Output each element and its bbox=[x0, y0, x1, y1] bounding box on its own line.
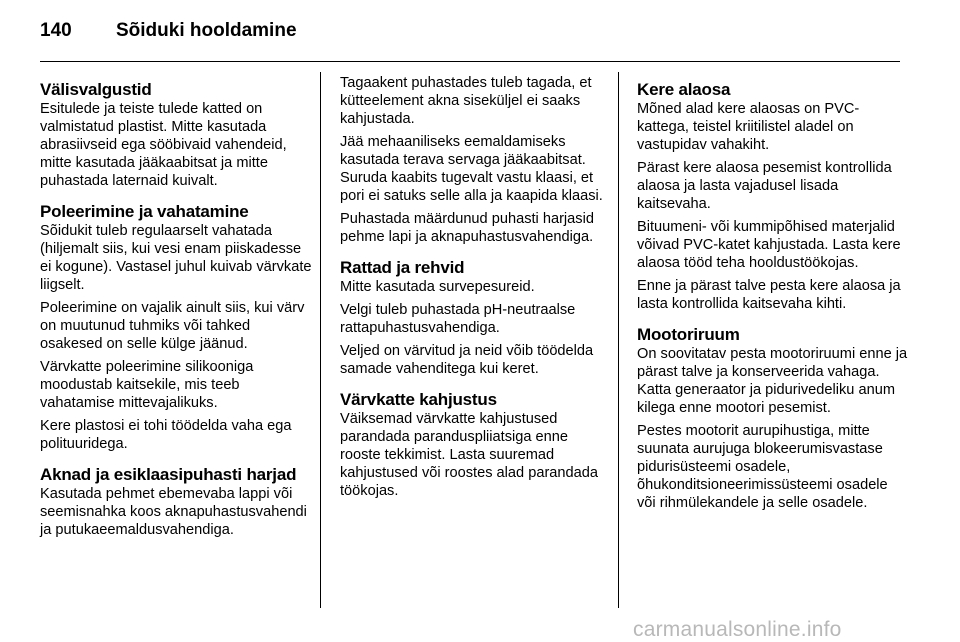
column-2 bbox=[340, 74, 612, 505]
section-exterior-lights bbox=[40, 80, 312, 190]
section-engine-compartment bbox=[637, 325, 909, 512]
section-wheels-tyres bbox=[340, 258, 612, 378]
section-paint-damage bbox=[340, 390, 612, 500]
section-underbody bbox=[637, 80, 909, 313]
paragraph: Tagaakent puhastades tuleb tagada, et kütteelement akna siseküljel ei saaks kahjustada. bbox=[340, 75, 592, 127]
paragraph: Enne ja pärast talve pesta kere alaosa ja lasta kontrollida kaitsevaha kihti. bbox=[637, 278, 901, 312]
paragraph: Puhastada määrdunud puhasti harjasid pehme lapi ja aknapuhastusvahendiga. bbox=[340, 211, 594, 245]
section-heading: Kere alaosa bbox=[637, 80, 731, 99]
section-heading: Aknad ja esiklaasipuhasti harjad bbox=[40, 465, 297, 484]
paragraph: Kere plastosi ei tohi töödelda vaha ega polituuridega. bbox=[40, 418, 292, 452]
column-divider-2 bbox=[618, 72, 619, 608]
watermark: carmanualsonline.info bbox=[633, 618, 842, 641]
paragraph: On soovitatav pesta mootoriruumi enne ja pärast talve ja konserveerida vahaga. Katta generaator ja pidurivedeliku anum kilega enne mootori pesemist. bbox=[637, 346, 908, 416]
section-polishing-waxing bbox=[40, 202, 312, 453]
paragraph: Kasutada pehmet ebemevaba lappi või seemisnahka koos aknapuhastusvahendi ja putukaeemaldusvahendiga. bbox=[40, 486, 307, 538]
page-title: Sõiduki hooldamine bbox=[116, 20, 297, 41]
section-heading: Rattad ja rehvid bbox=[340, 258, 465, 277]
paragraph: Pestes mootorit aurupihustiga, mitte suunata aurujuga blokeerumisvastase pidurisüsteemi osadele, õhukonditsioneerimissüsteemi osadele või rihmülekandele ja selle osadele. bbox=[637, 423, 888, 511]
paragraph: Veljed on värvitud ja neid võib töödelda samade vahenditega kui keret. bbox=[340, 343, 594, 377]
paragraph: Mitte kasutada survepesureid. bbox=[340, 279, 535, 295]
column-1 bbox=[40, 80, 312, 544]
paragraph: Mõned alad kere alaosas on PVC-kattega, teistel kriitilistel aladel on vastupidav vahakiht. bbox=[637, 101, 860, 153]
section-heading: Poleerimine ja vahatamine bbox=[40, 202, 249, 221]
column-divider-1 bbox=[320, 72, 321, 608]
section-heading: Mootoriruum bbox=[637, 325, 740, 344]
paragraph: Pärast kere alaosa pesemist kontrollida alaosa ja lasta vajadusel lisada kaitsevaha. bbox=[637, 160, 892, 212]
header-rule bbox=[40, 61, 900, 62]
paragraph: Väiksemad värvkatte kahjustused parandada paranduspliiatsiga enne rooste tekkimist. Lasta suuremad kahjustused või roostes alad parandada töökojas. bbox=[340, 411, 598, 499]
paragraph: Velgi tuleb puhastada pH-neutraalse rattapuhastusvahendiga. bbox=[340, 302, 576, 336]
paragraph: Värvkatte poleerimine silikooniga moodustab kaitsekile, mis teeb vahatamise mittevajalikuks. bbox=[40, 359, 254, 411]
section-windows-continued bbox=[340, 74, 612, 246]
column-3 bbox=[637, 80, 909, 517]
section-heading: Välisvalgustid bbox=[40, 80, 152, 99]
paragraph: Bituumeni- või kummipõhised materjalid võivad PVC-katet kahjustada. Lasta kere alaosa tööd teha hooldustöökojas. bbox=[637, 219, 901, 271]
paragraph: Esitulede ja teiste tulede katted on valmistatud plastist. Mitte kasutada abrasiivseid ega sööbivaid vahendeid, mitte kasutada jääkaabitsat ja mitte puhastada laternaid kuivalt. bbox=[40, 101, 287, 189]
paragraph: Jää mehaaniliseks eemaldamiseks kasutada terava servaga jääkaabitsat. Suruda kaabits tugevalt vastu klaasi, et pori ei satuks selle alla ja kaapida klaasi. bbox=[340, 134, 603, 204]
page-number: 140 bbox=[40, 20, 72, 41]
paragraph: Sõidukit tuleb regulaarselt vahatada (hiljemalt siis, kui vesi enam piiskadesse ei kogune). Vastasel juhul kuivab värvkate liigselt. bbox=[40, 223, 312, 293]
paragraph: Poleerimine on vajalik ainult siis, kui värv on muutunud tuhmiks või tahked osakesed on selle külge jäänud. bbox=[40, 300, 305, 352]
section-heading: Värvkatte kahjustus bbox=[340, 390, 497, 409]
section-windows-wipers bbox=[40, 465, 312, 539]
